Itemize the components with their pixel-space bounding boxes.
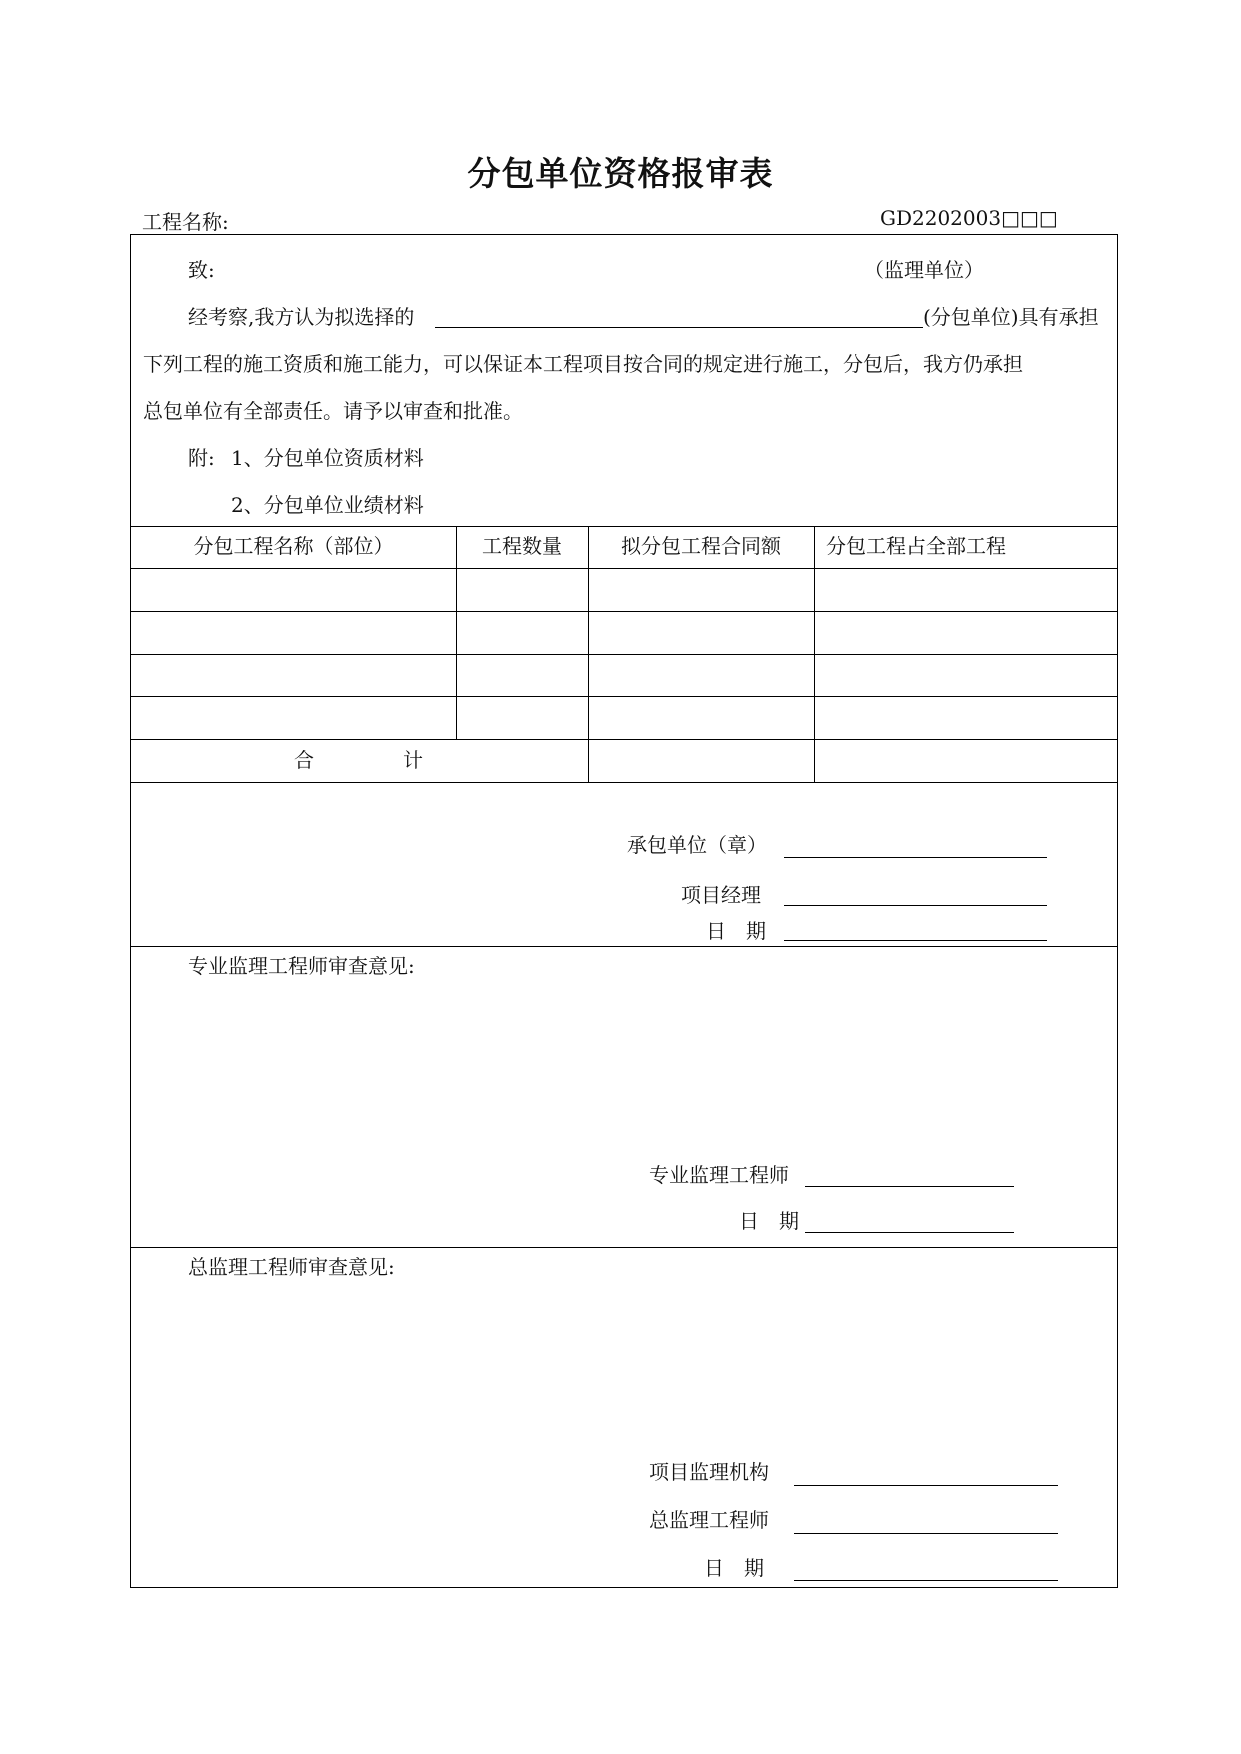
contractor-unit-label: 承包单位（章） [627,833,767,857]
total-label-ji: 计 [403,748,423,772]
table-cell[interactable] [589,569,814,611]
col-header-percentage: 分包工程占全部工程 [826,534,1006,558]
attach-item-2: 2、分包单位业绩材料 [231,493,424,517]
project-manager-blank[interactable] [784,905,1047,906]
to-label: 致: [188,258,215,282]
specialist-engineer-blank[interactable] [805,1186,1014,1187]
table-cell[interactable] [131,655,456,696]
project-name-label: 工程名称: [142,210,229,234]
supervision-unit-label: （监理单位） [864,258,984,282]
chief-opinion-area[interactable] [141,1285,1107,1435]
divider [131,1247,1117,1248]
contractor-date-blank[interactable] [784,940,1047,941]
intro-line3: 总包单位有全部责任。请予以审查和批准。 [143,399,523,423]
intro-line2: 下列工程的施工资质和施工能力，可以保证本工程项目按合同的规定进行施工，分包后，我方仍承担 [143,352,1023,376]
table-cell[interactable] [589,655,814,696]
intro-line1-prefix: 经考察,我方认为拟选择的 [188,305,415,329]
chief-engineer-blank[interactable] [794,1533,1058,1534]
form-title: 分包单位资格报审表 [467,154,774,193]
table-cell[interactable] [815,697,1117,739]
col-header-name: 分包工程名称（部位） [193,534,394,558]
divider [131,946,1117,947]
table-cell[interactable] [589,697,814,739]
table-cell[interactable] [457,612,588,654]
chief-engineer-label: 总监理工程师 [649,1508,769,1532]
attach-item-1: 1、分包单位资质材料 [231,446,424,470]
specialist-engineer-label: 专业监理工程师 [649,1163,789,1187]
table-cell[interactable] [457,569,588,611]
table-cell[interactable] [131,612,456,654]
specialist-date-blank[interactable] [805,1232,1014,1233]
chief-opinion-label: 总监理工程师审查意见: [188,1255,395,1279]
table-cell[interactable] [589,612,814,654]
divider [131,782,1117,783]
contractor-unit-blank[interactable] [784,857,1047,858]
col-header-quantity: 工程数量 [482,534,562,558]
subcontractor-blank[interactable] [435,327,923,328]
table-cell[interactable] [815,612,1117,654]
total-label-he: 合 [294,748,314,772]
table-cell[interactable] [815,655,1117,696]
chief-date-blank[interactable] [794,1580,1058,1581]
specialist-date-label: 日 期 [739,1209,799,1233]
form-frame [130,234,1118,1588]
table-cell[interactable] [815,569,1117,611]
table-cell[interactable] [131,697,456,739]
table-cell[interactable] [457,655,588,696]
form-code: GD2202003□□□ [880,206,1058,230]
total-percentage-cell[interactable] [815,740,1117,782]
chief-date-label: 日 期 [704,1556,764,1580]
table-cell[interactable] [131,569,456,611]
attach-label: 附: [188,446,215,470]
divider [131,526,1117,527]
total-contract-amount-cell[interactable] [589,740,814,782]
project-manager-label: 项目经理 [681,883,761,907]
contractor-date-label: 日 期 [706,919,766,943]
intro-line1-suffix: (分包单位)具有承担 [923,305,1099,329]
supervision-org-label: 项目监理机构 [649,1460,769,1484]
col-header-contract-amount: 拟分包工程合同额 [621,534,781,558]
specialist-opinion-area[interactable] [141,983,1107,1123]
specialist-opinion-label: 专业监理工程师审查意见: [188,954,415,978]
supervision-org-blank[interactable] [794,1485,1058,1486]
table-cell[interactable] [457,697,588,739]
